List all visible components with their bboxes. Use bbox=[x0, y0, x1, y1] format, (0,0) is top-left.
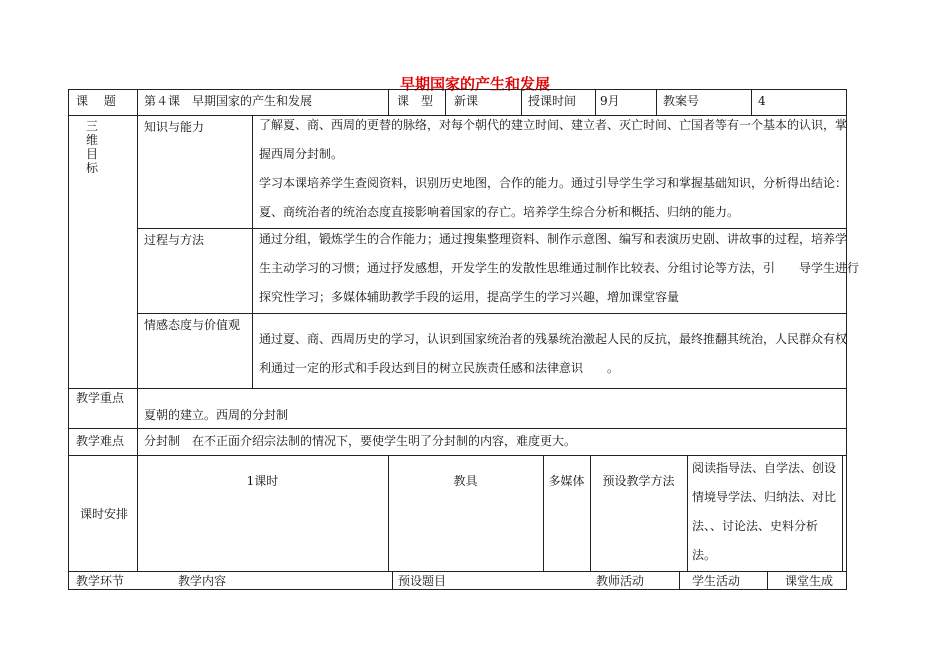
col-student-activity: 学生活动 bbox=[692, 574, 741, 588]
col-teacher-activity: 教师活动 bbox=[596, 574, 645, 588]
lesson-type-label: 课 型 bbox=[397, 94, 434, 108]
attitude-line: 利通过一定的形式和手段达到目的树立民族责任感和法律意识 。 bbox=[259, 361, 620, 375]
knowledge-label: 知识与能力 bbox=[144, 120, 205, 134]
process-line: 探究性学习；多媒体辅助教学手段的运用，提高学生的学习兴趣，增加课堂容量 bbox=[259, 290, 680, 304]
col-teaching-step: 教学环节 bbox=[76, 574, 125, 588]
objectives-label-1: 三 bbox=[85, 119, 98, 133]
difficulty-label: 教学难点 bbox=[76, 434, 125, 448]
knowledge-line: 握西周分封制。 bbox=[259, 147, 344, 161]
knowledge-line: 了解夏、商、西周的更替的脉络，对每个朝代的建立时间、建立者、灭亡时间、亡国者等有一个基本的认识，掌 bbox=[259, 118, 848, 132]
objectives-label-2: 维 bbox=[85, 133, 98, 147]
methods-line: 情境导学法、归纳法、对比 bbox=[692, 490, 837, 504]
topic-value: 第４课 早期国家的产生和发展 bbox=[144, 94, 313, 108]
key-point-label: 教学重点 bbox=[76, 391, 125, 405]
teaching-time-label: 授课时间 bbox=[528, 94, 577, 108]
multimedia-label: 多媒体 bbox=[548, 474, 585, 488]
document-title: 早期国家的产生和发展 bbox=[399, 75, 550, 93]
objectives-label-3: 目 bbox=[85, 147, 98, 161]
knowledge-line: 学习本课培养学生查阅资料，识别历史地图，合作的能力。通过引导学生学习和掌握基础知识，分析得出结论： bbox=[259, 176, 848, 190]
process-text bbox=[259, 225, 860, 312]
process-line: 生主动学习的习惯；通过抒发感想，开发学生的发散性思维通过制作比较表、分组讨论等方法，引 导学生进行 bbox=[259, 261, 860, 275]
attitude-text bbox=[259, 325, 848, 383]
lesson-type-value: 新课 bbox=[454, 94, 479, 108]
key-point-value: 夏朝的建立。西周的分封制 bbox=[144, 408, 289, 422]
teaching-methods-text bbox=[692, 454, 842, 570]
col-teaching-content: 教学内容 bbox=[178, 574, 227, 588]
methods-line: 法。 bbox=[692, 548, 717, 562]
plan-number-label: 教案号 bbox=[663, 94, 700, 108]
knowledge-line: 夏、商统治者的统治态度直接影响着国家的存亡。培养学生综合分析和概括、归纳的能力。 bbox=[259, 205, 740, 219]
attitude-label: 情感态度与价值观 bbox=[144, 318, 241, 332]
teaching-methods-label: 预设教学方法 bbox=[602, 474, 675, 488]
plan-number-value: 4 bbox=[758, 94, 766, 108]
attitude-line: 通过夏、商、西周历史的学习，认识到国家统治者的残暴统治激起人民的反抗，最终推翻其统治，人民群众有权 bbox=[259, 332, 848, 346]
difficulty-value: 分封制 在不正面介绍宗法制的情况下，要使学生明了分封制的内容，难度更大。 bbox=[144, 434, 577, 448]
teaching-time-value: 9月 bbox=[600, 94, 620, 108]
teaching-tools-label: 教具 bbox=[453, 474, 478, 488]
class-hours: 1课时 bbox=[246, 474, 279, 488]
col-class-outcome: 课堂生成 bbox=[785, 574, 834, 588]
topic-label: 课 题 bbox=[76, 94, 116, 108]
objectives-label-4: 标 bbox=[85, 161, 98, 175]
process-line: 通过分组，锻炼学生的合作能力；通过搜集整理资料、制作示意图、编写和表演历史剧、讲故事的过程，培养学 bbox=[259, 232, 848, 246]
methods-line: 法、、讨论法、史料分析 bbox=[692, 519, 819, 533]
schedule-label: 课时安排 bbox=[80, 507, 129, 521]
knowledge-text bbox=[259, 111, 848, 227]
col-preview-question: 预设题目 bbox=[398, 574, 447, 588]
methods-line: 阅读指导法、自学法、创设 bbox=[692, 461, 837, 475]
process-label: 过程与方法 bbox=[144, 233, 205, 247]
